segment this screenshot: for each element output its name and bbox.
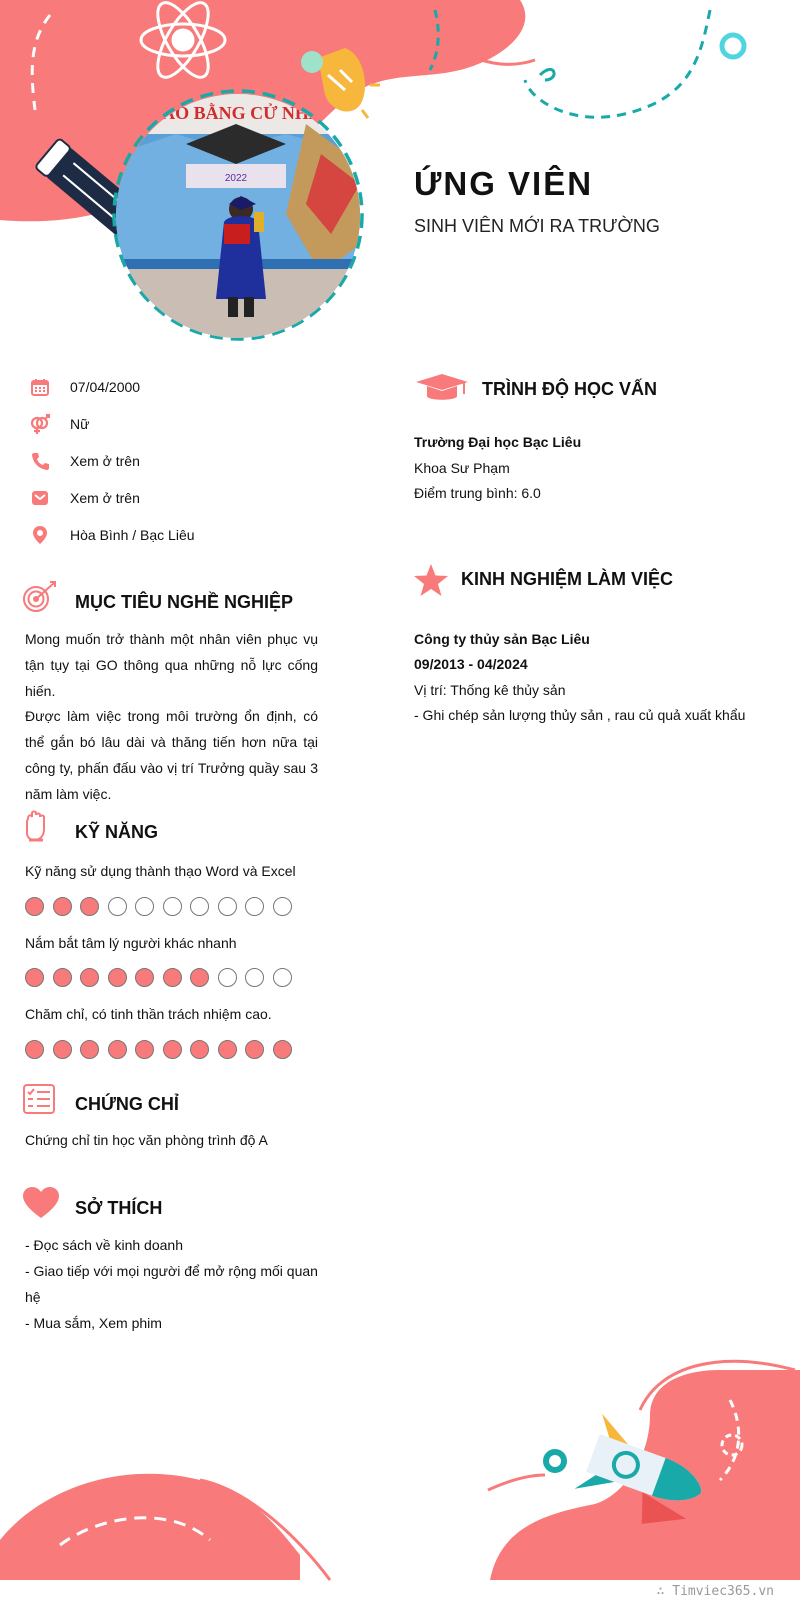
rating-dot-empty [190, 897, 209, 916]
watermark: ∴ Timviec365.vn [656, 1584, 774, 1599]
experience-title: KINH NGHIỆM LÀM VIỆC [461, 569, 674, 589]
rating-dot-filled [25, 897, 44, 916]
contact-gender [28, 411, 89, 437]
profile-photo [116, 94, 360, 338]
skill-name: Chăm chỉ, có tinh thần trách nhiệm cao. [25, 1006, 272, 1022]
skill-rating [25, 968, 292, 987]
rating-dot-empty [108, 897, 127, 916]
rating-dot-filled [190, 968, 209, 987]
rating-dot-filled [190, 1040, 209, 1059]
rating-dot-filled [80, 968, 99, 987]
rating-dot-filled [80, 1040, 99, 1059]
rating-dot-empty [245, 897, 264, 916]
skill-name: Nắm bắt tâm lý người khác nhanh [25, 935, 237, 951]
hobbies-list [25, 1232, 318, 1336]
banner-sub-text: 2022 [224, 173, 248, 184]
target-icon [22, 580, 58, 619]
experience-role: Vị trí: Thống kê thủy sản [414, 682, 566, 698]
email-icon [28, 486, 52, 510]
rating-dot-filled [163, 1040, 182, 1059]
experience-company: Công ty thủy sản Bạc Liêu [414, 631, 590, 647]
rating-dot-empty [163, 897, 182, 916]
rating-dot-filled [108, 1040, 127, 1059]
rating-dot-filled [218, 1040, 237, 1059]
calendar-icon [28, 375, 52, 399]
experience-period: 09/2013 - 04/2024 [414, 656, 528, 672]
rating-dot-filled [53, 968, 72, 987]
phone-value[interactable]: Xem ở trên [70, 453, 140, 469]
hobby-item: - Mua sắm, Xem phim [25, 1315, 162, 1331]
objective-text-1: Mong muốn trở thành một nhân viên phục vụ tận tụy tại GO thông qua những nỗ lực cống hiến. [25, 631, 318, 699]
rating-dot-filled [80, 897, 99, 916]
rating-dot-filled [273, 1040, 292, 1059]
rating-dot-empty [135, 897, 154, 916]
rating-dot-empty [273, 897, 292, 916]
hobbies-title: SỞ THÍCH [75, 1198, 163, 1218]
banner-text: TRAO BẰNG CỬ NHÂN [137, 103, 335, 123]
star-icon [413, 563, 449, 602]
skill-name: Kỹ năng sử dụng thành thạo Word và Excel [25, 863, 296, 879]
objective-text-2: Được làm việc trong môi trường ổn định, có thể gắn bó lâu dài và thăng tiến hơn nữa tại công ty, phấn đấu vào vị trí Trưởng quầy sau 3 năm làm việc. [25, 708, 318, 802]
gender-value: Nữ [70, 416, 90, 432]
fist-icon [22, 809, 50, 848]
footer-decoration [0, 1340, 800, 1609]
rating-dot-filled [245, 1040, 264, 1059]
phone-icon [28, 449, 52, 473]
candidate-position: SINH VIÊN MỚI RA TRƯỜNG [414, 216, 660, 236]
gender-icon [28, 412, 52, 436]
hobby-item: - Đọc sách về kinh doanh [25, 1237, 183, 1253]
rating-dot-filled [135, 1040, 154, 1059]
certificate-text: Chứng chỉ tin học văn phòng trình độ A [25, 1132, 268, 1148]
rating-dot-filled [53, 1040, 72, 1059]
rating-dot-filled [108, 968, 127, 987]
contact-birthday [28, 374, 140, 400]
contact-address [28, 522, 195, 548]
certificates-title: CHỨNG CHỈ [75, 1094, 179, 1114]
address-value: Hòa Bình / Bạc Liêu [70, 527, 195, 543]
education-title: TRÌNH ĐỘ HỌC VẤN [482, 379, 657, 399]
rating-dot-filled [25, 1040, 44, 1059]
hobby-item: - Giao tiếp với mọi người để mở rộng mối quan hệ [25, 1263, 318, 1305]
contact-phone [28, 448, 140, 474]
heart-icon [22, 1186, 60, 1225]
graduation-cap-icon [414, 372, 470, 411]
education-gpa: Điểm trung bình: 6.0 [414, 485, 541, 501]
rating-dot-filled [135, 968, 154, 987]
rating-dot-empty [245, 968, 264, 987]
skill-rating [25, 1040, 292, 1059]
education-faculty: Khoa Sư Phạm [414, 460, 510, 476]
skill-rating [25, 897, 292, 916]
rating-dot-empty [273, 968, 292, 987]
rating-dot-empty [218, 897, 237, 916]
checklist-icon [22, 1083, 56, 1120]
contact-email [28, 485, 140, 511]
education-school: Trường Đại học Bạc Liêu [414, 434, 582, 450]
email-value[interactable]: Xem ở trên [70, 490, 140, 506]
rating-dot-filled [53, 897, 72, 916]
rating-dot-filled [163, 968, 182, 987]
birthday-value: 07/04/2000 [70, 379, 141, 395]
candidate-name: ỨNG VIÊN [414, 165, 594, 202]
rating-dot-filled [25, 968, 44, 987]
rating-dot-empty [218, 968, 237, 987]
objective-title: MỤC TIÊU NGHỀ NGHIỆP [75, 592, 294, 612]
location-pin-icon [28, 523, 52, 547]
experience-detail: - Ghi chép sản lượng thủy sản , rau củ quả xuất khẩu [414, 707, 746, 723]
profile-photo-frame [108, 86, 368, 346]
skills-title: KỸ NĂNG [75, 822, 159, 842]
